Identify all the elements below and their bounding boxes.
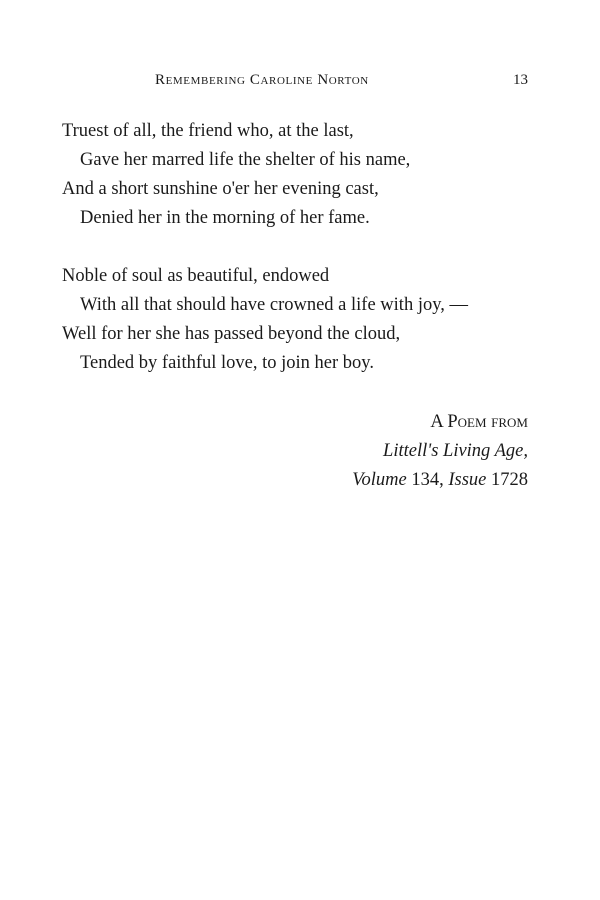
poem-line: With all that should have crowned a life with joy, —	[80, 295, 469, 315]
issue-label: Issue	[448, 470, 487, 490]
volume-number: 134,	[411, 470, 444, 490]
poem-line: Gave her marred life the shelter of his name,	[80, 150, 411, 170]
poem-line: Noble of soul as beautiful, endowed	[62, 266, 330, 286]
poem-line: And a short sunshine o'er her evening cast,	[62, 179, 379, 199]
attribution-volume-issue	[352, 466, 528, 495]
attribution	[352, 408, 528, 495]
volume-label: Volume	[352, 470, 407, 490]
page-number: 13	[513, 72, 528, 88]
running-title: Remembering Caroline Norton	[155, 72, 369, 88]
poem	[62, 117, 532, 407]
poem-line: Tended by faithful love, to join her boy.	[80, 353, 374, 373]
attribution-heading: A Poem from	[430, 412, 528, 432]
stanza-1	[62, 117, 532, 233]
running-head	[0, 72, 600, 94]
poem-line: Truest of all, the friend who, at the last,	[62, 121, 354, 141]
attribution-source: Littell's Living Age,	[383, 441, 528, 461]
poem-line: Denied her in the morning of her fame.	[80, 208, 370, 228]
issue-number: 1728	[491, 470, 528, 490]
stanza-2	[62, 262, 532, 378]
poem-line: Well for her she has passed beyond the cloud,	[62, 324, 401, 344]
